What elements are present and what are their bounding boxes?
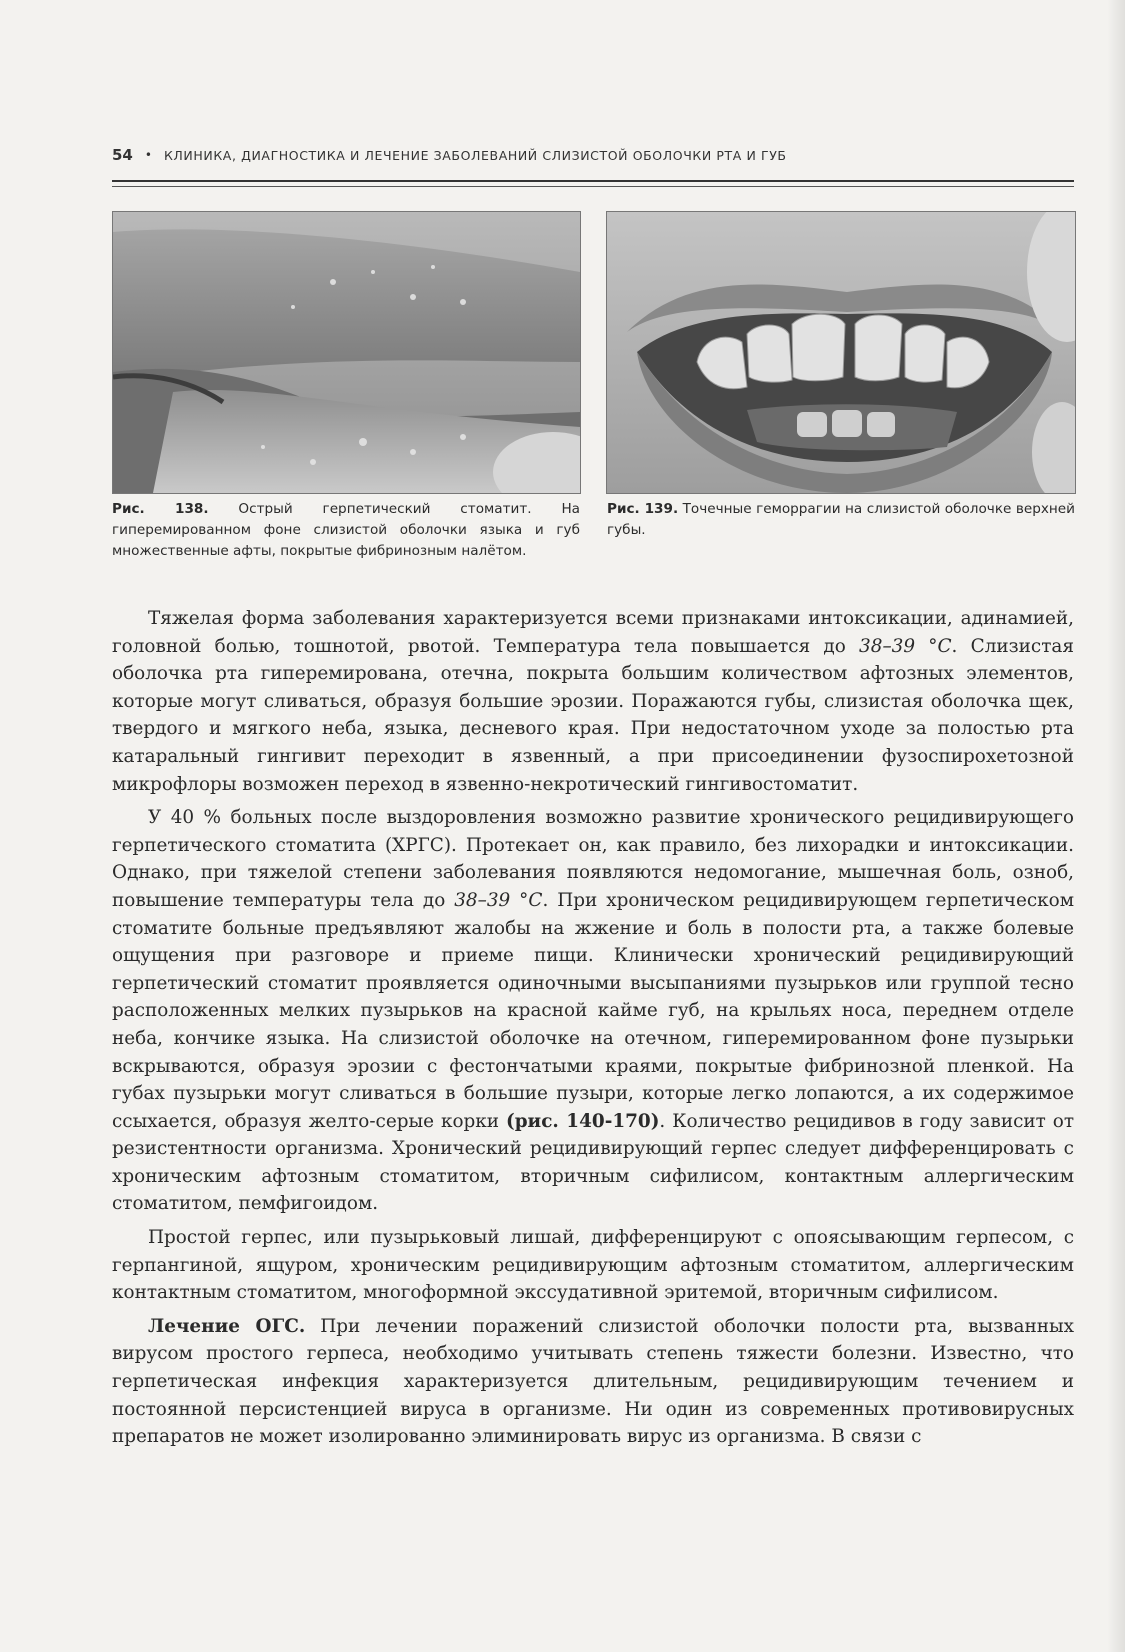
figure-138-photo — [112, 211, 581, 494]
main-text — [112, 605, 1074, 1457]
figure-reference: (рис. 140-170) — [506, 1110, 660, 1132]
figure-139-number: Рис. 139. — [607, 501, 679, 517]
header-rule-thick — [112, 180, 1074, 182]
figure-139-text: Точечные геморрагии на слизистой оболочке верхней губы. — [607, 501, 1075, 538]
paragraph-2-text-a: У 40 % больных после выздоровления возможно развитие хронического рецидивирующего герпетического стоматита (ХРГС). Протекает он, как правило, без лихорадки и интоксикации. Однако, при тяжелой степени заболевания появляются недомогание, мышечная боль, озноб, повышение температуры тела до — [112, 807, 1074, 911]
paragraph-3: Простой герпес, или пузырьковый лишай, дифференцируют с опоясывающим герпесом, с герпангиной, ящуром, хроническим рецидивирующим афтозным стоматитом, аллергическим контактным стоматитом, многоформной экссудативной эритемой, вторичным сифилисом. — [112, 1227, 1074, 1304]
paragraph-2-temperature: 38–39 °C — [454, 889, 543, 911]
paragraph-1-text-b: . Слизистая оболочка рта гиперемирована, отечна, покрыта большим количеством афтозных элементов, которые могут сливаться, образуя большие эрозии. Поражаются губы, слизистая оболочка щек, твердого и мягкого неба, языка, десневого края. При недостаточном уходе за полостью рта катаральный гингивит переходит в язвенный, а при присоединении фузоспирохетозной микрофлоры возможен переход в язвенно-некротический гингивостоматит. — [112, 635, 1074, 795]
figure-139-photo — [606, 211, 1076, 494]
paragraph-1 — [112, 605, 1074, 798]
figure-138-number: Рис. 138. — [112, 501, 209, 517]
page-number: 54 — [112, 146, 133, 164]
running-title: КЛИНИКА, ДИАГНОСТИКА И ЛЕЧЕНИЕ ЗАБОЛЕВАНИЙ СЛИЗИСТОЙ ОБОЛОЧКИ РТА И ГУБ — [163, 147, 787, 163]
figure-138-text: Острый герпетический стоматит. На гиперемированном фоне слизистой оболочки языка и губ множественные афты, покрытые фибринозным налётом. — [112, 501, 581, 559]
running-header — [112, 143, 1072, 167]
page-edge-shadow — [1107, 0, 1125, 1652]
figure-139-caption — [607, 499, 1075, 541]
paragraph-4-text: При лечении поражений слизистой оболочки полости рта, вызванных вирусом простого герпеса, необходимо учитывать степень тяжести болезни. Известно, что герпетическая инфекция характеризуется длительным, рецидивирующим течением и постоянной персистенцией вируса в организме. Ни один из современных противовирусных препаратов не может изолированно элиминировать вирус из организма. В связи с — [112, 1315, 1074, 1448]
paragraph-1-temperature: 38–39 °C — [859, 635, 952, 657]
paragraph-2 — [112, 804, 1074, 1218]
paragraph-1-text-a: Тяжелая форма заболевания характеризуется всеми признаками интоксикации, адинамией, головной болью, тошнотой, рвотой. Температура тела повышается до — [112, 608, 1074, 657]
header-bullet: • — [144, 148, 152, 162]
treatment-heading: Лечение ОГС. — [148, 1315, 306, 1337]
figure-138-caption — [112, 499, 580, 562]
paragraph-2-text-c: . Количество рецидивов в году зависит от резистентности организма. Хронический рецидивирующий герпес следует дифференцировать с хроническим афтозным стоматитом, вторичным сифилисом, контактным аллергическим стоматитом, пемфигоидом. — [112, 1110, 1074, 1215]
header-rule-thin — [112, 186, 1074, 187]
paragraph-2-text-b: . При хроническом рецидивирующем герпетическом стоматите больные предъявляют жалобы на жжение и боль в полости рта, а также болевые ощущения при разговоре и приеме пищи. Клинически хронический рецидивирующий герпетический стоматит проявляется одиночными высыпаниями пузырьков или группой тесно расположенных мелких пузырьков на красной кайме губ, на крыльях носа, переднем отделе неба, кончике языка. На слизистой оболочке на отечном, гиперемированном фоне пузырьки вскрываются, образуя эрозии с фестончатыми краями, покрытые фибринозной пленкой. На губах пузырьки могут сливаться в большие пузыри, которые легко лопаются, а их содержимое ссыхается, образуя желто-серые корки — [112, 889, 1074, 1132]
paragraph-4 — [112, 1313, 1074, 1451]
